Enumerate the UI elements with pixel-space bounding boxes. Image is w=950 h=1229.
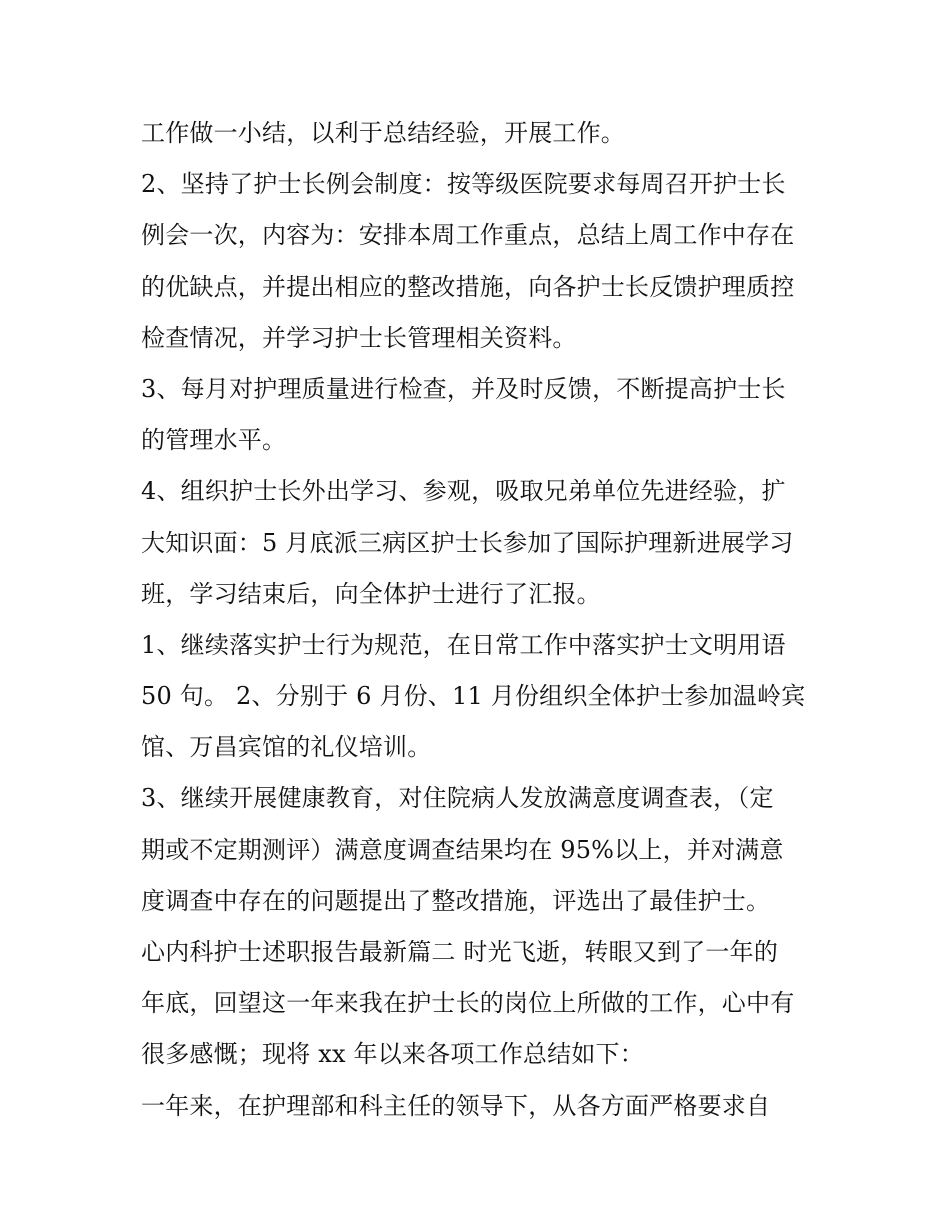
text-line-15: 期或不定期测评）满意度调查结果均在 95%以上，并对满意	[141, 835, 784, 864]
text-line-10: 班，学习结束后，向全体护士进行了汇报。	[141, 579, 601, 608]
text-line-11: 1、继续落实护士行为规范，在日常工作中落实护士文明用语	[141, 630, 786, 659]
text-line-8: 4、组织护士长外出学习、参观，吸取兄弟单位先进经验，扩	[141, 477, 786, 506]
text-line-18: 年底，回望这一年来我在护士长的岗位上所做的工作，心中有	[141, 989, 795, 1018]
text-line-14: 3、继续开展健康教育，对住院病人发放满意度调查表，（定	[141, 784, 774, 813]
text-line-6: 3、每月对护理质量进行检查，并及时反馈，不断提高护士长	[141, 374, 786, 403]
text-line-9: 大知识面：5 月底派三病区护士长参加了国际护理新进展学习	[141, 528, 794, 557]
text-line-1: 工作做一小结，以利于总结经验，开展工作。	[141, 119, 625, 147]
text-line-4: 的优缺点，并提出相应的整改措施，向各护士长反馈护理质控	[141, 272, 795, 301]
text-line-13: 馆、万昌宾馆的礼仪培训。	[141, 733, 432, 762]
text-line-12: 50 句。 2、分别于 6 月份、11 月份组织全体护士参加温岭宾	[141, 682, 806, 711]
text-line-20: 一年来，在护理部和科主任的领导下，从各方面严格要求自	[141, 1091, 771, 1120]
text-line-19: 很多感慨；现将 xx 年以来各项工作总结如下：	[141, 1040, 644, 1069]
text-line-16: 度调查中存在的问题提出了整改措施，评选出了最佳护士。	[141, 886, 771, 915]
text-line-7: 的管理水平。	[141, 426, 287, 455]
text-line-5: 检查情况，并学习护士长管理相关资料。	[141, 323, 577, 352]
text-line-2: 2、坚持了护士长例会制度：按等级医院要求每周召开护士长	[141, 170, 786, 199]
text-line-17: 心内科护士述职报告最新篇二 时光飞逝，转眼又到了一年的	[141, 938, 779, 966]
text-line-3: 例会一次，内容为：安排本周工作重点，总结上周工作中存在	[141, 221, 795, 250]
body-text	[141, 108, 831, 1132]
